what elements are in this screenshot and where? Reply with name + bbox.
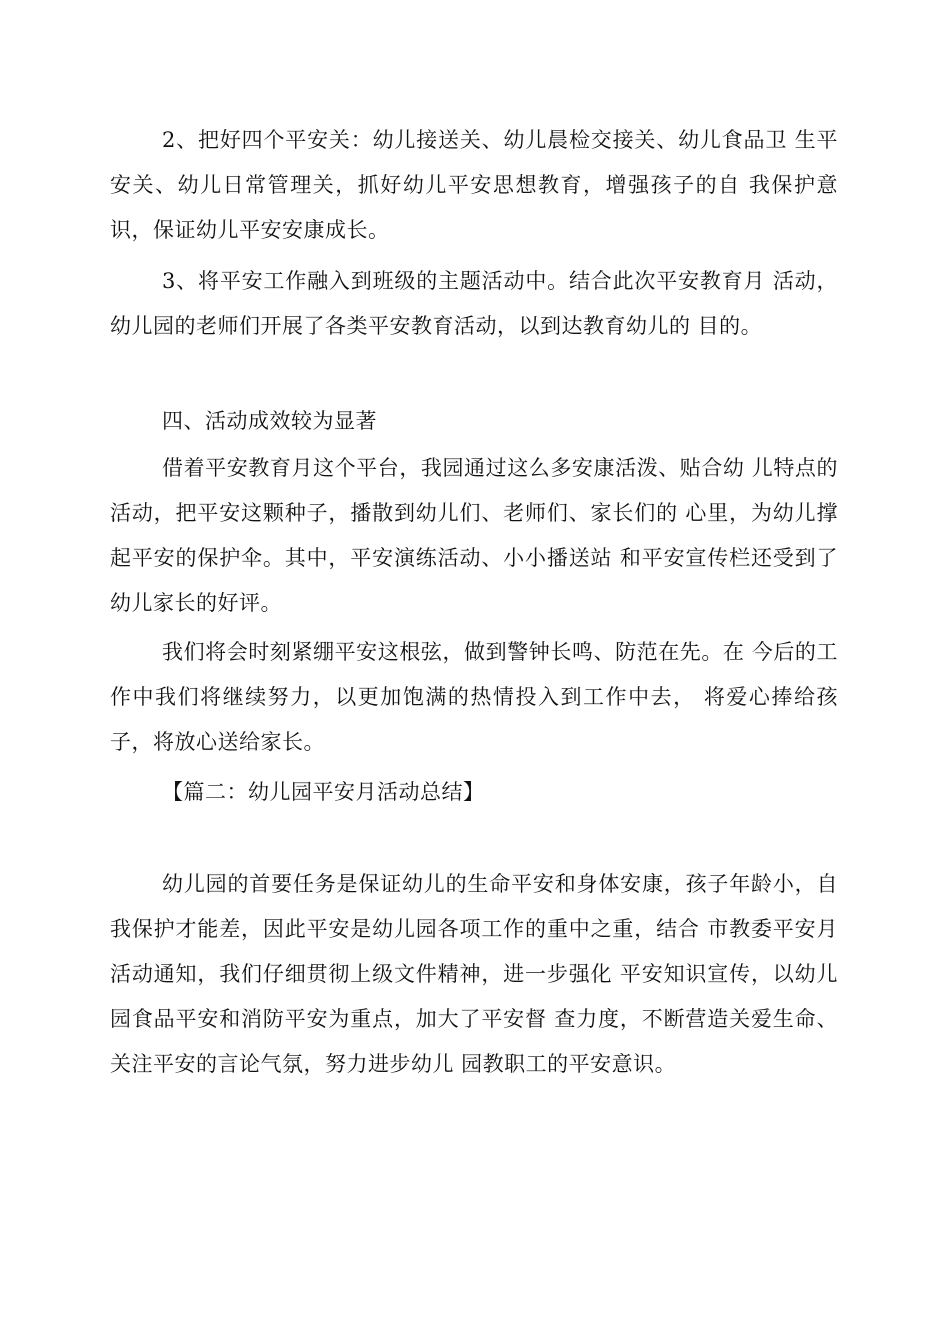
section-heading-results: 四、活动成效较为显著 bbox=[162, 409, 377, 433]
paragraph-education-month: 借着平安教育月这个平台，我园通过这么多安康活泼、贴合幼 儿特点的活动，把平安这颗种子，播散到幼儿们、老师们、家长们的 心里，为幼儿撑起平安的保护伞。其中，平安演练活动、小小播送站 和平安宣传栏还受到了幼儿家长的好评。 bbox=[110, 456, 838, 615]
paragraph-theme-activities: 3、将平安工作融入到班级的主题活动中。结合此次平安教育月 活动，幼儿园的老师们开展了各类平安教育活动，以到达教育幼儿的 目的。 bbox=[110, 269, 838, 338]
article-title-part-two: 【篇二：幼儿园平安月活动总结】 bbox=[162, 780, 485, 804]
paragraph-future-work: 我们将会时刻紧绷平安这根弦，做到警钟长鸣、防范在先。在 今后的工作中我们将继续努力，以更加饱满的热情投入到工作中去， 将爱心捧给孩子，将放心送给家长。 bbox=[110, 640, 838, 754]
paragraph-safety-checkpoints: 2、把好四个平安关：幼儿接送关、幼儿晨检交接关、幼儿食品卫 生平安关、幼儿日常管理关，抓好幼儿平安思想教育，增强孩子的自 我保护意识，保证幼儿平安安康成长。 bbox=[110, 128, 838, 242]
paragraph-primary-task: 幼儿园的首要任务是保证幼儿的生命平安和身体安康，孩子年龄小，自我保护才能差，因此平安是幼儿园各项工作的重中之重，结合 市教委平安月活动通知，我们仔细贯彻上级文件精神，进一步强化 平安知识宣传，以幼儿园食品平安和消防平安为重点，加大了平安督 查力度，不断营造关爱生命、关注平安的言论气氛，努力进步幼儿 园教职工的平安意识。 bbox=[110, 872, 838, 1076]
